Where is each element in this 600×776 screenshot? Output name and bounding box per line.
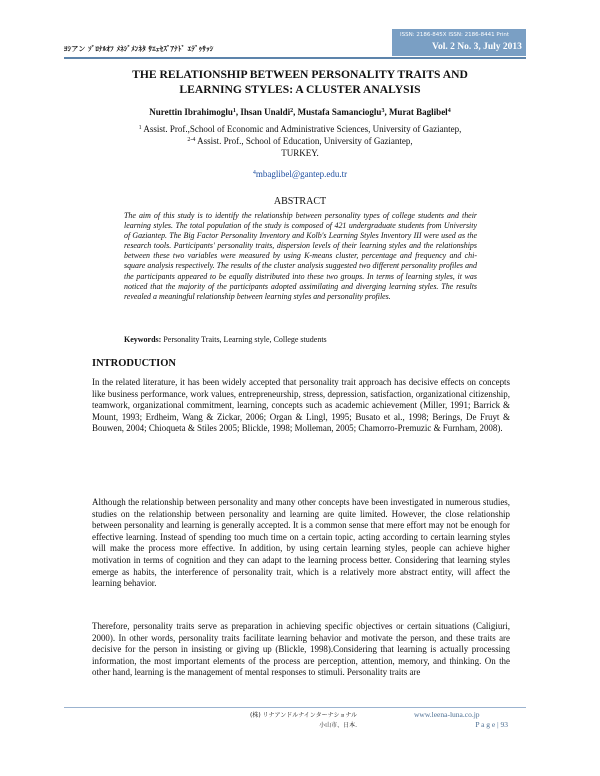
keywords-text: Personality Traits, Learning style, College students — [161, 335, 327, 344]
author-sup: 4 — [447, 108, 451, 114]
publisher-info — [250, 711, 357, 731]
footer-divider — [64, 707, 526, 708]
body-paragraph-3: Therefore, personality traits serve as preparation in achieving specific objectives or certain situations (Caligiuri, 2000). In other words, personality traits facilitate learning behavior and motivate the person, and these traits are decisive for the person in insisting or giving up (Blickle, 1998).Considering that learning is actually processing information, the most important elements of the process are perception, attention, memory, and thinking. On the other hand, learning is the management of mental responses to stimuli. Personality traits are — [92, 621, 510, 678]
issue-info-box — [392, 29, 526, 56]
header-divider — [64, 57, 526, 59]
title-line-2: LEARNING STYLES: A CLUSTER ANALYSIS — [179, 83, 421, 96]
affiliation-sup: 1 — [138, 125, 142, 131]
author-sup: 3 — [381, 108, 385, 114]
affiliation-1 — [60, 124, 540, 136]
affiliation-2 — [60, 136, 540, 148]
affiliation-3: TURKEY. — [281, 148, 319, 158]
keywords-label: Keywords: — [124, 335, 162, 344]
author-name: Ihsan Unaldi — [240, 107, 291, 117]
author-name: Nurettin Ibrahimoglu — [149, 107, 233, 117]
issn-text: ISSN: 2186-845X ISSN: 2186-8441 Print — [400, 32, 510, 38]
author-name: Murat Baglibel — [388, 107, 448, 117]
volume-text: Vol. 2 No. 3, July 2013 — [432, 42, 522, 52]
author-sup: 1 — [232, 108, 236, 114]
publisher-website[interactable]: www.leena-luna.co.jp — [414, 710, 480, 719]
affiliation-text: Assist. Prof.,School of Economic and Administrative Sciences, University of Gaziantep, — [141, 124, 462, 134]
corresponding-email[interactable] — [60, 169, 540, 179]
author-name: Mustafa Samancioglu — [297, 107, 382, 117]
publisher-name: (株) リナアンドルナインターナショナル — [250, 712, 358, 719]
author-list: Nurettin Ibrahimoglu$^1$, Ihsan Unaldi$^2$, Mustafa Samancioglu$^3$, Murat Baglibel$^4$ — [149, 107, 451, 117]
page-number: P a g e | 93 — [475, 720, 508, 729]
affiliation-text: Assist. Prof., School of Education, University of Gaziantep, — [195, 136, 413, 146]
author-sup: 2 — [290, 108, 294, 114]
paper-title — [60, 67, 540, 97]
title-line-1: THE RELATIONSHIP BETWEEN PERSONALITY TRAITS AND — [132, 68, 468, 81]
journal-name-header: ﾖｼアン ｿﾞﾛﾅﾙｵﾌ ﾒﾈｼﾞﾒﾝﾈﾀ ｻｴｪｾｽﾞｱﾅﾄﾞ ｴﾃﾞｩｻｯｼ — [64, 45, 214, 53]
body-paragraph-2: Although the relationship between personality and many other concepts have been investigated in numerous studies, studies on the relationship between personality and learning are quite limited. However, the close relationship between personality and learning is generally accepted. It is a common sense that mere effort may not be enough for effective learning. Instead of spending too much time on a certain topic, acting according to certain learning styles will make the process more effective. In addition, by using certain learning styles, people can achieve higher motivation in terms of cognition and they can adapt to the learning process better. Considering that learning styles emerge as habits, the interference of personality trait, which is a relatively more abstract entity, will affect the learning behavior. — [92, 497, 510, 589]
footer-meta — [414, 710, 508, 730]
email-sup: 4 — [252, 170, 256, 176]
abstract-heading: ABSTRACT — [273, 196, 327, 207]
body-paragraph-1: In the related literature, it has been widely accepted that personality trait approach has decisive effects on concepts like business performance, work values, entrepreneurship, stress, depression, satisfaction, organizational citizenship, teamwork, organizational commitment, learning, concepts such as academic achievement (Miller, 1991; Barrick & Mount, 1993; Erdheim, Wang & Zickar, 2006; Organ & Lingl, 1995; Busato et al., 1998; Berings, De Fruyt & Bouwen, 2004; Chioqueta & Stiles 2005; Blickle, 1998; Molleman, 2005; Chamorro-Premuzic & Furnham, 2008). — [92, 377, 510, 434]
email-link[interactable]: mbaglibel@gantep.edu.tr — [255, 169, 348, 179]
abstract-text: The aim of this study is to identify the relationship between personality types of college students and their learning styles. The total population of the study is composed of 421 undergraduate students from University of Gaziantep. The Big Factor Personality Inventory and Kolb's Learning Styles Inventory III were used as the research tools. Participants' personality traits, dispersion levels of their learning styles and the relationships between these two variables were measured by using K-means cluster, percentage and frequency and chi-square analysis respectively. The results of the cluster analysis suggested two different personality profiles and the participants appeared to be equally distributed into these two groups. In terms of learning styles, it was noticed that the majority of the participants adopted assimilating and diverging learning styles. The results revealed a meaningful relationship between learning styles and personality profiles. — [124, 211, 477, 301]
introduction-heading: INTRODUCTION — [92, 358, 177, 369]
keywords-line — [124, 335, 327, 344]
affiliation-sup: 2-4 — [187, 137, 196, 143]
publisher-location: 小山市、日本. — [319, 722, 358, 729]
